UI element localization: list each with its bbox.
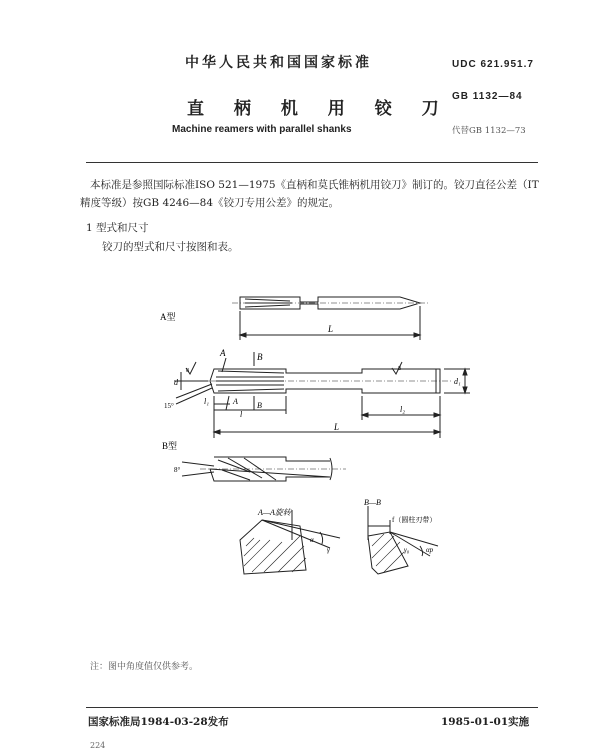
- page-number: 224: [90, 741, 106, 750]
- section-a-label: A: [220, 348, 226, 358]
- section-1-text: 铰刀的型式和尺寸按图和表。: [102, 241, 239, 253]
- replaces-standard: 代替GB 1132—73: [452, 126, 526, 136]
- section-b-label-2: B: [257, 401, 262, 410]
- angle-15: 15°: [164, 402, 174, 410]
- dim-L-a: L: [328, 324, 334, 334]
- section-aa-drawing: [240, 510, 340, 574]
- type-b-label: B型: [162, 441, 178, 451]
- dim-l2: l₂: [400, 405, 406, 414]
- type-a-label: A型: [160, 312, 176, 322]
- effective-date: 1985-01-01实施: [441, 716, 530, 728]
- intro-line-1: 本标准是参照国际标准ISO 521—1975《直柄和莫氏锥柄机用铰刀》制订的。铰刀直径公差（IT: [90, 179, 539, 191]
- angle-8: 8°: [174, 466, 181, 474]
- section-a-label-2: A: [233, 397, 238, 406]
- intro-line-2: 精度等级）按GB 4246—84《铰刀专用公差》的规定。: [80, 197, 340, 209]
- section-bb-label: B—B: [364, 498, 381, 507]
- roughness-8-right: 8: [398, 366, 401, 372]
- document-title-en: Machine reamers with parallel shanks: [172, 124, 352, 135]
- alpha-label: α: [310, 536, 314, 544]
- roughness-8-left: 8: [186, 368, 189, 374]
- section-b-label: B: [257, 352, 263, 362]
- land-width-label: f（圆柱刃带）: [392, 516, 437, 524]
- main-reamer-drawing: [174, 352, 470, 438]
- dim-d: d: [174, 378, 178, 387]
- footer-rule: [86, 707, 538, 708]
- standard-title: 中华人民共和国国家标准: [185, 55, 372, 71]
- gamma0-label: γ₀: [404, 546, 410, 554]
- dim-l: l: [240, 410, 243, 419]
- type-b-reamer-drawing: [182, 457, 346, 481]
- gb-number: GB 1132—84: [452, 91, 523, 102]
- alpha-p-label: αp: [426, 546, 434, 554]
- dim-d1: d₁: [454, 377, 461, 386]
- issued-date: 国家标准局1984-03-28发布: [88, 716, 229, 728]
- document-title-cn: 直 柄 机 用 铰 刀: [187, 99, 451, 119]
- dim-l1: l₁: [204, 397, 210, 406]
- gamma-label: γ: [327, 546, 330, 554]
- udc-code: UDC 621.951.7: [452, 59, 534, 70]
- section-1-title: 1 型式和尺寸: [86, 222, 149, 234]
- section-aa-label: A—A旋转: [258, 508, 291, 517]
- dim-L-main: L: [334, 422, 340, 432]
- figure-note: 注：图中角度值仅供参考。: [90, 662, 199, 672]
